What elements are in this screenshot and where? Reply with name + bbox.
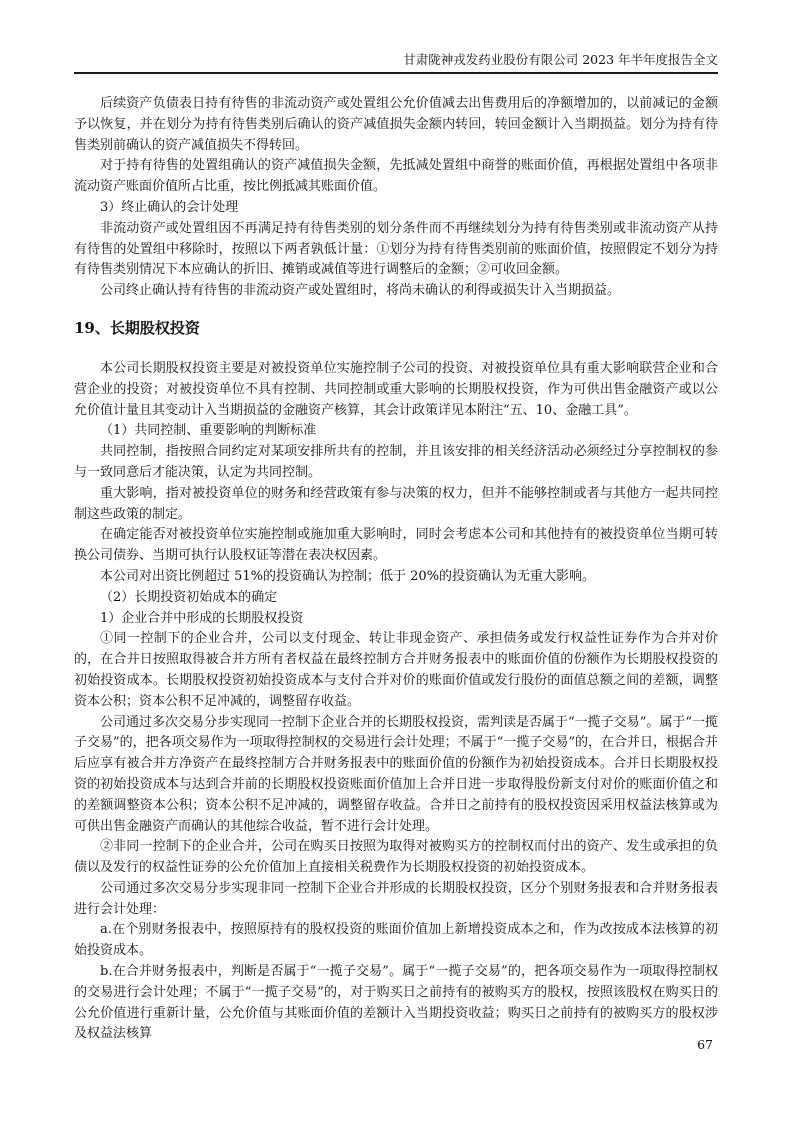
paragraph: 本公司对出资比例超过 51%的投资确认为控制；低于 20%的投资确认为无重大影响。 bbox=[100, 568, 596, 584]
page-content bbox=[74, 94, 718, 1045]
paragraph: 公司通过多次交易分步实现非同一控制下企业合并形成的长期股权投资，区分个别财务报表和合并财务报表进行会计处理： bbox=[74, 880, 718, 917]
paragraph: b.在合并财务报表中，判断是否属于“一揽子交易”。属于“一揽子交易”的，把各项交易作为一项取得控制权的交易进行会计处理；不属于“一揽子交易”的，对于购买日之前持有的被购买方的股权，按照该股权在购买日的公允价值进行重新计量，公允价值与其账面价值的差额计入当期投资收益；购买日之前持有的被购买方的股权涉及权益法核算 bbox=[74, 964, 718, 1042]
paragraph: 本公司长期股权投资主要是对被投资单位实施控制子公司的投资、对被投资单位具有重大影响联营企业和合营企业的投资；对被投资单位不具有控制、共同控制或重大影响的长期股权投资，作为可供出售金融资产或以公允价值计量且其变动计入当期损益的金融资产核算，其会计政策详见本附注“五、10、金融工具”。 bbox=[74, 360, 718, 418]
paragraph: 1）企业合并中形成的长期股权投资 bbox=[100, 610, 304, 626]
paragraph: ②非同一控制下的企业合并，公司在购买日按照为取得对被购买方的控制权而付出的资产、发生或承担的负债以及发行的权益性证券的公允价值加上直接相关税费作为长期股权投资的初始投资成本。 bbox=[74, 839, 718, 876]
paragraph: ①同一控制下的企业合并，公司以支付现金、转让非现金资产、承担债务或发行权益性证券作为合并对价的，在合并日按照取得被合并方所有者权益在最终控制方合并财务报表中的账面价值的份额作为长期股权投资的初始投资成本。长期股权投资初始投资成本与支付合并对价的账面价值或发行股份的面值总额之间的差额，调整资本公积；资本公积不足冲减的，调整留存收益。 bbox=[74, 631, 718, 709]
paragraph: 3）终止确认的会计处理 bbox=[100, 199, 239, 215]
paragraph: 重大影响，指对被投资单位的财务和经营政策有参与决策的权力，但并不能够控制或者与其他方一起共同控制这些政策的制定。 bbox=[74, 485, 718, 522]
paragraph: 公司终止确认持有待售的非流动资产或处置组时，将尚未确认的利得或损失计入当期损益。 bbox=[100, 283, 621, 299]
paragraph: 对于持有待售的处置组确认的资产减值损失金额，先抵减处置组中商誉的账面价值，再根据处置组中各项非流动资产账面价值所占比重，按比例抵减其账面价值。 bbox=[74, 158, 718, 195]
paragraph: 在确定能否对被投资单位实施控制或施加重大影响时，同时会考虑本公司和其他持有的被投资单位当期可转换公司债券、当期可执行认股权证等潜在表决权因素。 bbox=[74, 527, 718, 564]
paragraph: a.在个别财务报表中，按照原持有的股权投资的账面价值加上新增投资成本之和，作为改按成本法核算的初始投资成本。 bbox=[74, 922, 718, 959]
paragraph: （1）共同控制、重要影响的判断标准 bbox=[100, 423, 317, 439]
paragraph: 公司通过多次交易分步实现同一控制下企业合并的长期股权投资，需判读是否属于“一揽子交易”。属于“一揽子交易”的，把各项交易作为一项取得控制权的交易进行会计处理；不属于“一揽子交易”的，在合并日，根据合并后应享有被合并方净资产在最终控制方合并财务报表中的账面价值的份额作为初始投资成本。合并日长期股权投资的初始投资成本与达到合并前的长期股权投资账面价值加上合并日进一步取得股份新支付对价的账面价值之和的差额调整资本公积；资本公积不足冲减的，调整留存收益。合并日之前持有的股权投资因采用权益法核算或为可供出售金融资产而确认的其他综合收益，暂不进行会计处理。 bbox=[74, 714, 718, 834]
paragraph: （2）长期投资初始成本的确定 bbox=[100, 589, 278, 605]
page-number: 67 bbox=[697, 1037, 713, 1052]
section-heading-19: 19、长期股权投资 bbox=[74, 318, 200, 337]
report-title: 甘肃陇神戎发药业股份有限公司 2023 年半年度报告全文 bbox=[403, 52, 718, 67]
paragraph: 共同控制，指按照合同约定对某项安排所共有的控制，并且该安排的相关经济活动必须经过分享控制权的参与一致同意后才能决策，认定为共同控制。 bbox=[74, 444, 718, 480]
page-header bbox=[74, 52, 718, 74]
paragraph: 后续资产负债表日持有待售的非流动资产或处置组公允价值减去出售费用后的净额增加的，以前减记的金额予以恢复，并在划分为持有待售类别后确认的资产减值损失金额内转回，转回金额计入当期损益。划分为持有待售类别前确认的资产减值损失不得转回。 bbox=[74, 96, 718, 153]
paragraph: 非流动资产或处置组因不再满足持有待售类别的划分条件而不再继续划分为持有待售类别或非流动资产从持有待售的处置组中移除时，按照以下两者孰低计量：①划分为持有待售类别前的账面价值，按照假定不划分为持有待售类别情况下本应确认的折旧、摊销或减值等进行调整后的金额；②可收回金额。 bbox=[74, 220, 718, 278]
